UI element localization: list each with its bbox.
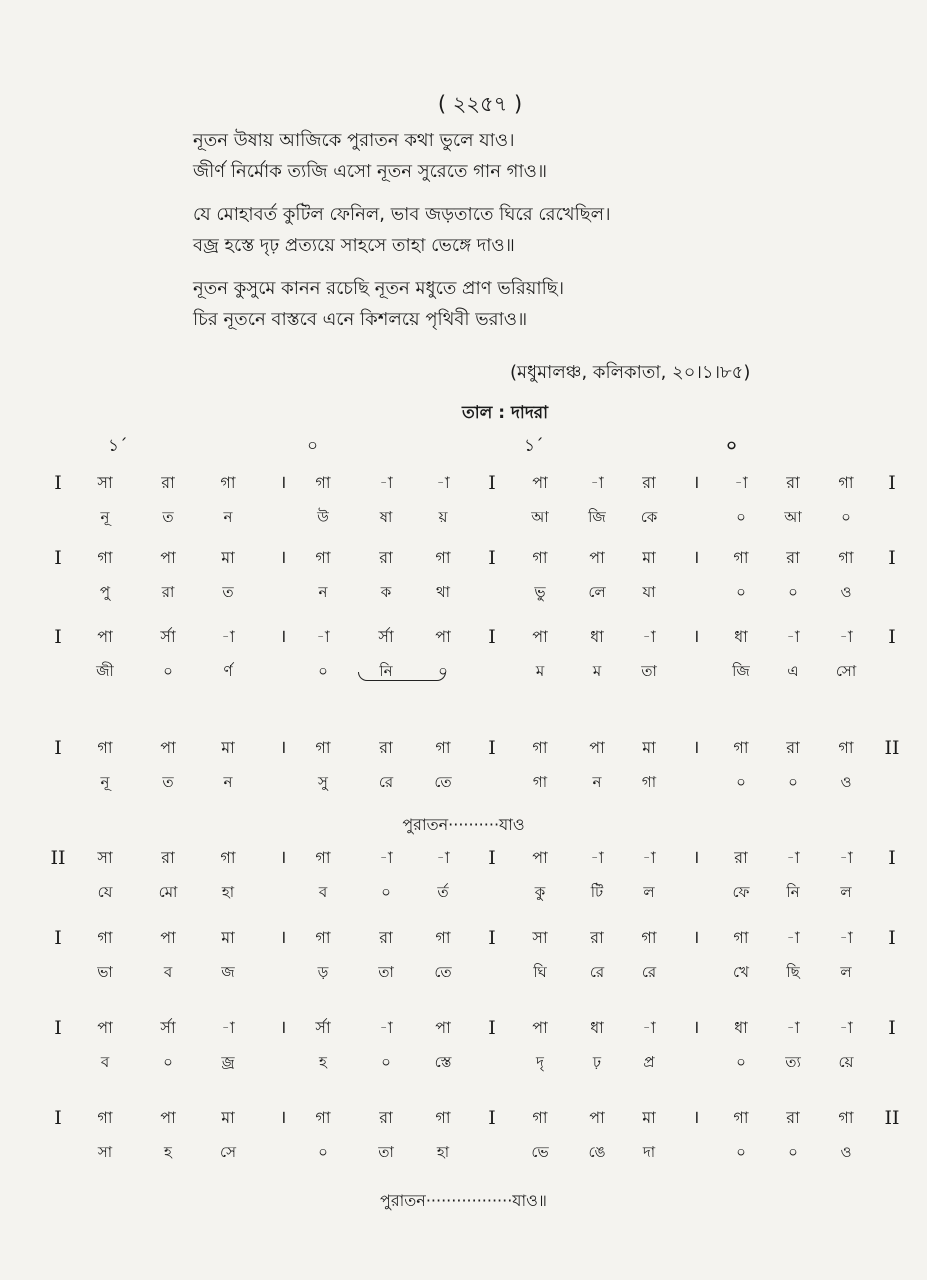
lyric-syllable-row <box>0 879 927 905</box>
measure-bar: । <box>279 847 287 868</box>
lyric-syllable: ০ <box>163 1053 173 1071</box>
lyric-syllable: য় <box>438 508 448 526</box>
lyric-syllable: হা <box>221 883 235 901</box>
swara-note: -া <box>379 1018 393 1037</box>
lyric-syllable: ত <box>162 773 174 791</box>
swara-note: -া <box>379 848 393 867</box>
taal-label: তাল : দাদরা <box>461 403 549 423</box>
measure-bar: । <box>692 472 700 493</box>
lyric-syllable: প্র <box>643 1053 655 1071</box>
swara-note: পা <box>532 627 548 646</box>
swara-note: গা <box>838 1108 854 1127</box>
measure-bar: । <box>692 927 700 948</box>
lyric-syllable: নি <box>786 883 800 901</box>
lyric-syllable: টি <box>590 883 604 901</box>
measure-bar: । <box>279 472 287 493</box>
swara-note: র্সা <box>378 627 394 646</box>
lyric-syllable: ও <box>840 583 852 601</box>
lyric-syllable: র্ত <box>437 883 449 901</box>
lyric-syllable: ল <box>840 883 852 901</box>
lyric-syllable: সু <box>318 773 328 791</box>
swara-note: গা <box>315 928 331 947</box>
swara-note: গা <box>641 928 657 947</box>
lyric-syllable: ত্য <box>785 1053 801 1071</box>
swara-note: মা <box>642 548 656 567</box>
measure-bar: । <box>692 1017 700 1038</box>
swara-note: রা <box>786 548 800 567</box>
measure-bar: । <box>279 547 287 568</box>
lyric-syllable: ০ <box>318 662 328 680</box>
lyric-syllable: ০ <box>381 883 391 901</box>
swara-note: -া <box>590 848 604 867</box>
lyric-syllable: নূ <box>100 508 110 526</box>
lyric-syllable: ও <box>840 1143 852 1161</box>
swara-note: রা <box>590 928 604 947</box>
lyric-syllable: যা <box>642 583 656 601</box>
swara-note: গা <box>97 738 113 757</box>
swara-note: গা <box>532 548 548 567</box>
swara-note: গা <box>97 928 113 947</box>
swara-note: গা <box>435 1108 451 1127</box>
beat-marker: ০ <box>307 436 319 456</box>
lyric-syllable: সে <box>220 1143 236 1161</box>
swara-note: গা <box>315 848 331 867</box>
lyric-syllable: ০ <box>318 1143 328 1161</box>
measure-bar: I <box>488 626 496 648</box>
lyric-syllable: নূ <box>100 773 110 791</box>
swara-note: গা <box>733 1108 749 1127</box>
swara-note: সা <box>97 848 113 867</box>
lyric-syllable-row <box>0 1049 927 1075</box>
measure-bar: I <box>888 626 896 648</box>
lyric-syllable-row <box>0 579 927 605</box>
lyric-syllable: ঙে <box>588 1143 606 1161</box>
lyric-syllable: দা <box>642 1143 656 1161</box>
swara-note: মা <box>221 548 235 567</box>
swara-note: গা <box>733 928 749 947</box>
measure-bar: । <box>279 626 287 647</box>
swara-row <box>0 1105 927 1131</box>
lyric-syllable: ত <box>222 583 234 601</box>
swara-note: রা <box>379 548 393 567</box>
swara-note: -া <box>590 473 604 492</box>
swara-note: -া <box>642 1018 656 1037</box>
measure-bar: II <box>50 847 66 869</box>
swara-note: মা <box>642 1108 656 1127</box>
lyric-syllable: ০ <box>736 508 746 526</box>
swara-note: -া <box>839 627 853 646</box>
lyric-line: চির নূতনে বাস্তবে এনে কিশলয়ে পৃথিবী ভরাও॥ <box>193 309 528 330</box>
lyric-line: যে মোহাবর্ত কুটিল ফেনিল, ভাব জড়তাতে ঘিরে রেখেছিল। <box>193 204 611 225</box>
lyric-syllable: রে <box>589 963 605 981</box>
swara-note: -া <box>839 848 853 867</box>
lyric-syllable: ব <box>100 1053 110 1071</box>
lyric-syllable: ০ <box>381 1053 391 1071</box>
lyric-syllable: ০ <box>736 1143 746 1161</box>
swara-note: -া <box>436 848 450 867</box>
lyric-syllable: আ <box>531 508 549 526</box>
swara-note: পা <box>532 1018 548 1037</box>
swara-note: গা <box>532 738 548 757</box>
swara-note: রা <box>734 848 748 867</box>
swara-note: পা <box>97 1018 113 1037</box>
swara-note: রা <box>379 928 393 947</box>
lyric-syllable: তা <box>378 1143 394 1161</box>
lyric-syllable: দৃ <box>536 1053 544 1071</box>
lyric-syllable: ভা <box>97 963 113 981</box>
measure-bar: । <box>692 1107 700 1128</box>
lyric-syllable: ভু <box>534 583 546 601</box>
swara-row <box>0 735 927 761</box>
measure-bar: । <box>692 737 700 758</box>
measure-bar: I <box>888 547 896 569</box>
swara-note: রা <box>642 473 656 492</box>
lyric-syllable-row <box>0 1139 927 1165</box>
swara-note: পা <box>160 738 176 757</box>
lyric-syllable: ০ <box>788 583 798 601</box>
swara-note: গা <box>435 738 451 757</box>
swara-note: মা <box>221 928 235 947</box>
swara-note: মা <box>221 738 235 757</box>
swara-note: -া <box>786 1018 800 1037</box>
lyric-syllable: ঘি <box>533 963 547 981</box>
lyric-syllable: ন <box>318 583 328 601</box>
lyric-syllable: র্ণ <box>223 662 233 680</box>
measure-bar: । <box>692 847 700 868</box>
lyric-syllable: ঢ় <box>592 1053 602 1071</box>
lyric-syllable: ০ <box>438 662 448 680</box>
lyric-syllable: ন <box>592 773 602 791</box>
lyric-syllable: ষা <box>379 508 393 526</box>
swara-note: পা <box>589 548 605 567</box>
swara-note: পা <box>435 1018 451 1037</box>
swara-note: গা <box>97 1108 113 1127</box>
measure-bar: I <box>888 472 896 494</box>
measure-bar: I <box>54 927 62 949</box>
measure-bar: I <box>888 927 896 949</box>
swara-row <box>0 470 927 496</box>
swara-note: -া <box>786 627 800 646</box>
swara-note: রা <box>161 848 175 867</box>
measure-bar: I <box>488 1107 496 1129</box>
measure-bar: । <box>692 547 700 568</box>
swara-note: -া <box>786 928 800 947</box>
lyric-syllable: ০ <box>788 773 798 791</box>
lyric-syllable: জ <box>221 963 235 981</box>
lyric-syllable: ভে <box>531 1143 549 1161</box>
swara-note: গা <box>733 738 749 757</box>
lyric-line: বজ্র হস্তে দৃঢ় প্রত্যয়ে সাহসে তাহা ভেঙ্গে দাও॥ <box>193 235 515 256</box>
measure-bar: I <box>488 737 496 759</box>
lyric-syllable: গা <box>532 773 548 791</box>
lyric-syllable: থা <box>435 583 451 601</box>
lyric-syllable: কে <box>640 508 658 526</box>
measure-bar: I <box>54 626 62 648</box>
lyric-syllable: ০ <box>841 508 851 526</box>
lyric-syllable: হা <box>436 1143 450 1161</box>
swara-note: র্সা <box>160 1018 176 1037</box>
swara-note: রা <box>161 473 175 492</box>
lyric-line: নূতন উষায় আজিকে পুরাতন কথা ভুলে যাও। <box>193 130 515 151</box>
swara-note: ধা <box>590 1018 604 1037</box>
lyric-syllable: ন <box>223 508 233 526</box>
measure-bar: I <box>488 1017 496 1039</box>
swara-note: র্সা <box>160 627 176 646</box>
measure-bar: । <box>279 737 287 758</box>
lyric-syllable-row <box>0 769 927 795</box>
lyric-syllable: তা <box>378 963 394 981</box>
measure-bar: I <box>488 547 496 569</box>
swara-note: গা <box>315 473 331 492</box>
beat-marker: ০ <box>726 436 738 456</box>
measure-bar: । <box>279 927 287 948</box>
swara-row <box>0 845 927 871</box>
swara-row <box>0 925 927 951</box>
swara-note: গা <box>97 548 113 567</box>
lyric-syllable-row <box>0 504 927 530</box>
swara-note: -া <box>839 928 853 947</box>
refrain-note: পুরাতন··········যাও <box>402 815 525 834</box>
lyric-syllable: পু <box>99 583 111 601</box>
swara-note: গা <box>435 548 451 567</box>
swara-note: পা <box>589 738 605 757</box>
lyric-syllable: জী <box>96 662 114 680</box>
swara-note: গা <box>435 928 451 947</box>
measure-bar: I <box>488 927 496 949</box>
swara-row <box>0 624 927 650</box>
swara-note: গা <box>532 1108 548 1127</box>
lyric-syllable: ম <box>535 662 545 680</box>
lyric-syllable: ০ <box>163 662 173 680</box>
measure-bar: I <box>54 1017 62 1039</box>
swara-note: গা <box>220 473 236 492</box>
swara-note: রা <box>786 473 800 492</box>
lyric-syllable: রে <box>641 963 657 981</box>
swara-note: গা <box>838 473 854 492</box>
measure-bar: I <box>888 847 896 869</box>
measure-bar: I <box>54 1107 62 1129</box>
swara-note: র্সা <box>315 1018 331 1037</box>
swara-note: ধা <box>590 627 604 646</box>
swara-note: রা <box>786 1108 800 1127</box>
lyric-syllable: হ <box>164 1143 172 1161</box>
swara-note: -া <box>642 627 656 646</box>
lyric-syllable: ল <box>643 883 655 901</box>
slur-mark <box>358 672 446 681</box>
song-lyrics <box>193 125 611 335</box>
swara-note: সা <box>532 928 548 947</box>
swara-note: পা <box>532 473 548 492</box>
lyric-syllable: সা <box>97 1143 113 1161</box>
measure-bar: II <box>884 1107 900 1129</box>
swara-note: পা <box>160 1108 176 1127</box>
source-citation: (মধুমালঞ্চ, কলিকাতা, ২০।১।৮৫) <box>510 362 751 383</box>
swara-note: সা <box>97 473 113 492</box>
lyric-syllable: তে <box>434 963 452 981</box>
lyric-syllable: ল <box>840 963 852 981</box>
swara-note: -া <box>221 627 235 646</box>
lyric-syllable: এ <box>787 662 799 680</box>
lyric-syllable: হ <box>319 1053 327 1071</box>
lyric-syllable: যে <box>97 883 113 901</box>
lyric-syllable: ড় <box>317 963 329 981</box>
lyric-syllable: নি <box>379 662 393 680</box>
swara-note: পা <box>589 1108 605 1127</box>
lyric-syllable-row <box>0 959 927 985</box>
refrain-note: পুরাতন·················যাও॥ <box>379 1191 547 1210</box>
beat-markers <box>0 433 927 461</box>
measure-bar: I <box>488 472 496 494</box>
swara-note: গা <box>315 1108 331 1127</box>
lyric-syllable: তা <box>641 662 657 680</box>
swara-note: গা <box>733 548 749 567</box>
lyric-line: নূতন কুসুমে কানন রচেছি নূতন মধুতে প্রাণ ভরিয়াছি। <box>193 278 565 299</box>
swara-note: -া <box>221 1018 235 1037</box>
swara-row <box>0 1015 927 1041</box>
swara-note: ধা <box>734 627 748 646</box>
lyric-syllable: ০ <box>736 773 746 791</box>
swara-note: -া <box>316 627 330 646</box>
lyric-syllable: গা <box>641 773 657 791</box>
lyric-syllable: রা <box>161 583 175 601</box>
lyric-syllable: কু <box>534 883 546 901</box>
lyric-syllable: সো <box>835 662 857 680</box>
lyric-syllable: জি <box>732 662 750 680</box>
lyric-syllable: উ <box>317 508 329 526</box>
page-number: ( ২২৫৭ ) <box>437 92 523 116</box>
measure-bar: I <box>888 1017 896 1039</box>
lyric-syllable: স্তে <box>434 1053 452 1071</box>
lyric-syllable: ০ <box>788 1143 798 1161</box>
measure-bar: I <box>54 547 62 569</box>
swara-note: পা <box>97 627 113 646</box>
swara-note: গা <box>315 738 331 757</box>
lyric-syllable: খে <box>733 963 749 981</box>
beat-marker: ১´ <box>524 436 544 456</box>
swara-note: রা <box>786 738 800 757</box>
swara-note: মা <box>221 1108 235 1127</box>
lyric-syllable: জ্র <box>221 1053 235 1071</box>
swara-note: -া <box>734 473 748 492</box>
lyric-syllable-row <box>0 658 927 684</box>
measure-bar: । <box>279 1017 287 1038</box>
swara-note: মা <box>642 738 656 757</box>
measure-bar: II <box>884 737 900 759</box>
lyric-syllable: ন <box>223 773 233 791</box>
swara-note: রা <box>379 738 393 757</box>
measure-bar: I <box>54 737 62 759</box>
swara-note: -া <box>642 848 656 867</box>
lyric-syllable: ০ <box>736 1053 746 1071</box>
measure-bar: I <box>488 847 496 869</box>
swara-note: -া <box>786 848 800 867</box>
lyric-syllable: ব <box>163 963 173 981</box>
swara-note: পা <box>435 627 451 646</box>
swara-note: গা <box>838 738 854 757</box>
measure-bar: I <box>54 472 62 494</box>
lyric-syllable: জি <box>588 508 606 526</box>
swara-note: গা <box>838 548 854 567</box>
lyric-syllable: ০ <box>736 583 746 601</box>
lyric-syllable: ম <box>592 662 602 680</box>
lyric-syllable: আ <box>784 508 802 526</box>
swara-note: ধা <box>734 1018 748 1037</box>
lyric-syllable: ক <box>380 583 392 601</box>
lyric-syllable: ব <box>318 883 328 901</box>
lyric-syllable: তে <box>434 773 452 791</box>
lyric-syllable: ফে <box>732 883 750 901</box>
lyric-syllable: মো <box>158 883 178 901</box>
swara-note: -া <box>436 473 450 492</box>
measure-bar: । <box>279 1107 287 1128</box>
swara-note: পা <box>532 848 548 867</box>
swara-note: গা <box>315 548 331 567</box>
lyric-line: জীর্ণ নির্মোক ত্যজি এসো নূতন সুরেতে গান গাও॥ <box>193 161 548 182</box>
lyric-syllable: ছি <box>786 963 800 981</box>
measure-bar: । <box>692 626 700 647</box>
beat-marker: ১´ <box>108 436 128 456</box>
swara-note: -া <box>379 473 393 492</box>
swara-row <box>0 545 927 571</box>
lyric-syllable: রে <box>378 773 394 791</box>
swara-note: পা <box>160 548 176 567</box>
lyric-syllable: ও <box>840 773 852 791</box>
lyric-syllable: ত <box>162 508 174 526</box>
swara-note: -া <box>839 1018 853 1037</box>
swara-note: পা <box>160 928 176 947</box>
swara-note: রা <box>379 1108 393 1127</box>
swara-note: গা <box>220 848 236 867</box>
lyric-syllable: লে <box>588 583 606 601</box>
lyric-syllable: য়ে <box>838 1053 854 1071</box>
